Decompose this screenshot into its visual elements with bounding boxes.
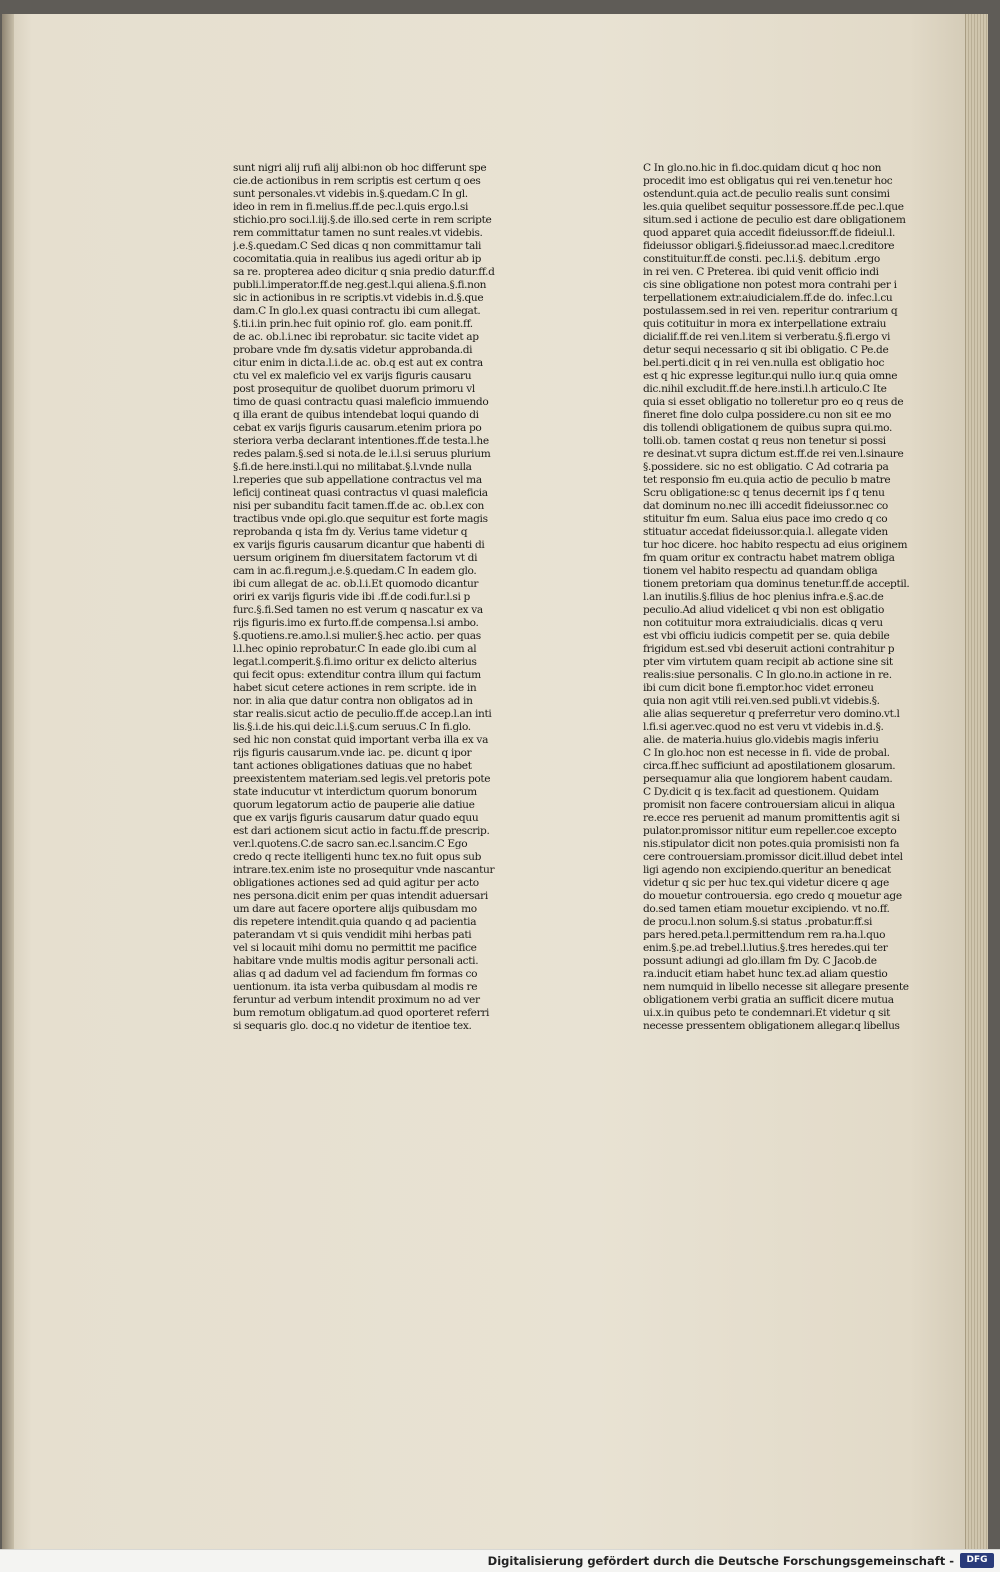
text-line: frigidum est.sed vbi deseruit actioni contrahitur p xyxy=(643,643,895,655)
text-line: uersum originem fm diuersitatem factorum vt di xyxy=(233,552,478,564)
text-line: alias q ad dadum vel ad faciendum fm formas co xyxy=(233,968,478,980)
right-text-column xyxy=(643,162,961,1033)
text-line: nisi per subanditu facit tamen.ff.de ac. ob.l.ex con xyxy=(233,500,485,512)
text-line: cere controuersiam.promissor dicit.illud debet intel xyxy=(643,851,903,863)
text-line: feruntur ad verbum intendit proximum no ad ver xyxy=(233,994,480,1006)
text-line: steriora verba declarant intentiones.ff.de testa.l.he xyxy=(233,435,489,447)
text-line: promisit non facere controuersiam alicui in aliqua xyxy=(643,799,895,811)
text-line: les.quia quelibet sequitur possessore.ff.de pec.l.que xyxy=(643,201,904,213)
text-line: pars hered.peta.l.permittendum rem ra.ha.l.quo xyxy=(643,929,886,941)
text-line: terpellationem extr.aiudicialem.ff.de do. infec.l.cu xyxy=(643,292,893,304)
text-line: est vbi officiu iudicis competit per se. quia debile xyxy=(643,630,890,642)
text-line: paterandam vt si quis vendidit mihi herbas pati xyxy=(233,929,472,941)
footer-bar xyxy=(0,1549,1000,1572)
text-line: legat.l.comperit.§.fi.imo oritur ex delicto alterius xyxy=(233,656,477,668)
text-line: Scru obligatione:sc q tenus decernit ips f q tenu xyxy=(643,487,885,499)
text-line: in rei ven. C Preterea. ibi quid venit officio indi xyxy=(643,266,879,278)
text-line: re desinat.vt supra dictum est.ff.de rei ven.l.sinaure xyxy=(643,448,904,460)
text-line: quorum legatorum actio de pauperie alie datiue xyxy=(233,799,475,811)
text-line: detur sequi necessario q sit ibi obligatio. C Pe.de xyxy=(643,344,889,356)
text-line: quod apparet quia accedit fideiussor.ff.de fideiul.l. xyxy=(643,227,896,239)
text-line: stichio.pro soci.l.iij.§.de illo.sed certe in rem scripte xyxy=(233,214,492,226)
text-line: videtur q sic per huc tex.qui videtur dicere q age xyxy=(643,877,889,889)
text-line: peculio.Ad aliud videlicet q vbi non est obligatio xyxy=(643,604,884,616)
text-line: ver.l.quotens.C.de sacro san.ec.l.sancim.C Ego xyxy=(233,838,468,850)
text-line: redes palam.§.sed si nota.de le.i.l.si seruus plurium xyxy=(233,448,491,460)
text-line: ideo in rem in fi.melius.ff.de pec.l.quis ergo.l.si xyxy=(233,201,469,213)
text-line: nem numquid in libello necesse sit allegare presente xyxy=(643,981,909,993)
text-line: post prosequitur de quolibet duorum primoru vl xyxy=(233,383,475,395)
text-line: q illa erant de quibus intendebat loqui quando di xyxy=(233,409,479,421)
text-line: tionem pretoriam qua dominus tenetur.ff.de acceptil. xyxy=(643,578,910,590)
text-line: l.reperies que sub appellatione contractus vel ma xyxy=(233,474,482,486)
text-line: vel si locauit mihi domu no permittit me pacifice xyxy=(233,942,477,954)
text-line: l.an inutilis.§.filius de hoc plenius infra.e.§.ac.de xyxy=(643,591,884,603)
text-line: rem committatur tamen no sunt reales.vt videbis. xyxy=(233,227,483,239)
text-line: obligationem verbi gratia an sufficit dicere mutua xyxy=(643,994,894,1006)
text-line: realis:siue personalis. C In glo.no.in actione in re. xyxy=(643,669,892,681)
text-line: de ac. ob.l.i.nec ibi reprobatur. sic tacite videt ap xyxy=(233,331,479,343)
text-line: pulator.promissor nititur eum repeller.coe excepto xyxy=(643,825,897,837)
text-line: do mouetur controuersia. ego credo q mouetur age xyxy=(643,890,902,902)
text-line: quia non agit vtili rei.ven.sed publi.vt videbis.§. xyxy=(643,695,880,707)
text-line: quis cotituitur in mora ex interpellatione extraiu xyxy=(643,318,887,330)
text-line: publi.l.imperator.ff.de neg.gest.l.qui aliena.§.fi.non xyxy=(233,279,487,291)
text-line: de procu.l.non solum.§.si status .probatur.ff.si xyxy=(643,916,872,928)
text-line: cis sine obligatione non potest mora contrahi per i xyxy=(643,279,897,291)
text-line: alie. de materia.huius glo.videbis magis inferiu xyxy=(643,734,879,746)
text-line: fideiussor obligari.§.fideiussor.ad maec.l.creditore xyxy=(643,240,895,252)
text-line: cocomitatia.quia in realibus ius agedi oritur ab ip xyxy=(233,253,482,265)
footer-credit: Digitalisierung gefördert durch die Deutsche Forschungsgemeinschaft - xyxy=(487,1554,954,1568)
text-line: dicialif.ff.de rei ven.l.item si verberatu.§.fi.ergo vi xyxy=(643,331,891,343)
text-line: preexistentem materiam.sed legis.vel pretoris pote xyxy=(233,773,491,785)
text-line: constituitur.ff.de consti. pec.l.i.§. debitum .ergo xyxy=(643,253,880,265)
text-line: ex varijs figuris causarum dicantur que habenti di xyxy=(233,539,485,551)
text-line: nis.stipulator dicit non potes.quia promisisti non fa xyxy=(643,838,900,850)
text-line: sunt nigri alij rufi alij albi:non ob hoc differunt spe xyxy=(233,162,487,174)
text-line: tur hoc dicere. hoc habito respectu ad eius originem xyxy=(643,539,908,551)
text-line: um dare aut facere oportere alijs quibusdam mo xyxy=(233,903,477,915)
text-line: §.quotiens.re.amo.l.si mulier.§.hec actio. per quas xyxy=(233,630,481,642)
text-line: re.ecce res peruenit ad manum promittentis agit si xyxy=(643,812,900,824)
text-line: alie alias sequeretur q preferretur vero domino.vt.l xyxy=(643,708,900,720)
text-line: habet sicut cetere actiones in rem scripte. ide in xyxy=(233,682,477,694)
text-line: C Dy.dicit q is tex.facit ad questionem. Quidam xyxy=(643,786,879,798)
text-line: j.e.§.quedam.C Sed dicas q non committamur tali xyxy=(233,240,482,252)
text-line: si sequaris glo. doc.q no videtur de itentioe tex. xyxy=(233,1020,472,1032)
text-line: C In glo.no.hic in fi.doc.quidam dicut q hoc non xyxy=(643,162,882,174)
text-line: stituatur accedat fideiussor.quia.l. allegate viden xyxy=(643,526,888,538)
text-line: tractibus vnde opi.glo.que sequitur est forte magis xyxy=(233,513,488,525)
page-edge xyxy=(965,14,988,1550)
text-line: fineret fine dolo culpa possidere.cu non sit ee mo xyxy=(643,409,891,421)
text-line: dis tollendi obligationem de quibus supra qui.mo. xyxy=(643,422,892,434)
text-line: circa.ff.hec sufficiunt ad apostilationem glosarum. xyxy=(643,760,896,772)
book-page xyxy=(2,14,988,1550)
text-line: est q hic expresse legitur.qui nullo iur.q quia omne xyxy=(643,370,898,382)
text-line: citur enim in dicta.l.i.de ac. ob.q est aut ex contra xyxy=(233,357,483,369)
text-line: est dari actionem sicut actio in factu.ff.de prescrip. xyxy=(233,825,490,837)
text-line: procedit imo est obligatus qui rei ven.tenetur hoc xyxy=(643,175,893,187)
text-line: sunt personales.vt videbis in.§.quedam.C In gl. xyxy=(233,188,468,200)
text-line: necesse pressentem obligationem allegar.q libellus xyxy=(643,1020,900,1032)
text-line: nes persona.dicit enim per quas intendit aduersari xyxy=(233,890,488,902)
text-line: sa re. propterea adeo dicitur q snia predio datur.ff.d xyxy=(233,266,495,278)
text-line: probare vnde fm dy.satis videtur approbanda.di xyxy=(233,344,473,356)
text-line: §.fi.de here.insti.l.qui no militabat.§.l.vnde nulla xyxy=(233,461,472,473)
text-line: tant actiones obligationes datiuas que no habet xyxy=(233,760,472,772)
text-line: non cotituitur mora extraiudicialis. dicas q veru xyxy=(643,617,883,629)
text-line: C In glo.hoc non est necesse in fi. vide de probal. xyxy=(643,747,890,759)
text-line: tet responsio fm eu.quia actio de peculio b matre xyxy=(643,474,891,486)
text-line: leficij contineat quasi contractus vl quasi maleficia xyxy=(233,487,488,499)
text-line: tionem vel habito respectu ad quandam obliga xyxy=(643,565,878,577)
text-line: possunt adiungi ad glo.illam fm Dy. C Jacob.de xyxy=(643,955,877,967)
text-line: cebat ex varijs figuris causarum.etenim priora po xyxy=(233,422,482,434)
text-line: tolli.ob. tamen costat q reus non tenetur si possi xyxy=(643,435,886,447)
text-line: ibi cum dicit bone fi.emptor.hoc videt erroneu xyxy=(643,682,874,694)
text-line: bum remotum obligatum.ad quod oporteret referri xyxy=(233,1007,490,1019)
text-line: sic in actionibus in re scriptis.vt videbis in.d.§.que xyxy=(233,292,484,304)
text-line: ui.x.in quibus peto te condemnari.Et videtur q sit xyxy=(643,1007,891,1019)
text-line: do.sed tamen etiam mouetur excipiendo. vt no.ff. xyxy=(643,903,890,915)
text-line: timo de quasi contractu quasi maleficio immuendo xyxy=(233,396,489,408)
text-line: state inducutur vt interdictum quorum bonorum xyxy=(233,786,477,798)
text-line: sed hic non constat quid important verba illa ex va xyxy=(233,734,489,746)
text-line: habitare vnde multis modis agitur personali acti. xyxy=(233,955,479,967)
text-line: dat dominum no.nec illi accedit fideiussor.nec co xyxy=(643,500,888,512)
text-line: §.possidere. sic no est obligatio. C Ad cotraria pa xyxy=(643,461,889,473)
text-line: persequamur alia que longiorem habent caudam. xyxy=(643,773,893,785)
text-line: ctu vel ex maleficio vel ex varijs figuris causaru xyxy=(233,370,472,382)
text-line: situm.sed i actione de peculio est dare obligationem xyxy=(643,214,906,226)
text-line: fm quam oritur ex contractu habet matrem obliga xyxy=(643,552,895,564)
text-line: stituitur fm eum. Salua eius pace imo credo q co xyxy=(643,513,888,525)
text-line: dis repetere intendit.quia quando q ad pacientia xyxy=(233,916,477,928)
text-line: cie.de actionibus in rem scriptis est certum q oes xyxy=(233,175,481,187)
text-line: ibi cum allegat de ac. ob.l.i.Et quomodo dicantur xyxy=(233,578,479,590)
text-line: intrare.tex.enim iste no prosequitur vnde nascantur xyxy=(233,864,495,876)
text-line: lis.§.i.de his.qui deic.l.i.§.cum seruus.C In fi.glo. xyxy=(233,721,471,733)
text-line: ra.inducit etiam habet hunc tex.ad aliam questio xyxy=(643,968,888,980)
text-line: dic.nihil excludit.ff.de here.insti.l.h articulo.C Ite xyxy=(643,383,887,395)
text-line: nor. in alia que datur contra non obligatos ad in xyxy=(233,695,473,707)
text-line: star realis.sicut actio de peculio.ff.de accep.l.an inti xyxy=(233,708,492,720)
text-line: l.fi.si ager.vec.quod no est veru vt videbis in.d.§. xyxy=(643,721,884,733)
text-line: credo q recte itelligenti hunc tex.no fuit opus sub xyxy=(233,851,482,863)
page-gutter xyxy=(2,14,14,1550)
text-line: rijs figuris causarum.vnde iac. pe. dicunt q ipor xyxy=(233,747,472,759)
text-line: dam.C In glo.l.ex quasi contractu ibi cum allegat. xyxy=(233,305,481,317)
left-text-column xyxy=(233,162,563,1033)
text-line: ostendunt.quia act.de peculio realis sunt consimi xyxy=(643,188,890,200)
text-line: cam in ac.fi.regum.j.e.§.quedam.C In eadem glo. xyxy=(233,565,477,577)
text-line: §.ti.i.in prin.hec fuit opinio rof. glo. eam ponit.ff. xyxy=(233,318,473,330)
text-line: pter vim virtutem quam recipit ab actione sine sit xyxy=(643,656,893,668)
text-line: ligi agendo non excipiendo.queritur an benedicat xyxy=(643,864,891,876)
text-line: rijs figuris.imo ex furto.ff.de compensa.l.si ambo. xyxy=(233,617,479,629)
text-line: uentionum. ita ista verba quibusdam al modis re xyxy=(233,981,478,993)
dfg-logo: DFG xyxy=(960,1553,994,1568)
text-line: enim.§.pe.ad trebel.l.lutius.§.tres heredes.qui ter xyxy=(643,942,888,954)
text-line: qui fecit opus: extenditur contra illum qui factum xyxy=(233,669,481,681)
text-line: reprobanda q ista fm dy. Verius tame videtur q xyxy=(233,526,468,538)
text-line: postulassem.sed in rei ven. reperitur contrarium q xyxy=(643,305,898,317)
text-line: bel.perti.dicit q in rei ven.nulla est obligatio hoc xyxy=(643,357,885,369)
text-line: oriri ex varijs figuris vide ibi .ff.de codi.fur.l.si p xyxy=(233,591,470,603)
text-line: obligationes actiones sed ad quid agitur per acto xyxy=(233,877,479,889)
text-line: que ex varijs figuris causarum datur quado equu xyxy=(233,812,479,824)
text-line: furc.§.fi.Sed tamen no est verum q nascatur ex va xyxy=(233,604,483,616)
text-line: l.l.hec opinio reprobatur.C In eade glo.ibi cum al xyxy=(233,643,477,655)
text-line: quia si esset obligatio no tolleretur pro eo q reus de xyxy=(643,396,904,408)
